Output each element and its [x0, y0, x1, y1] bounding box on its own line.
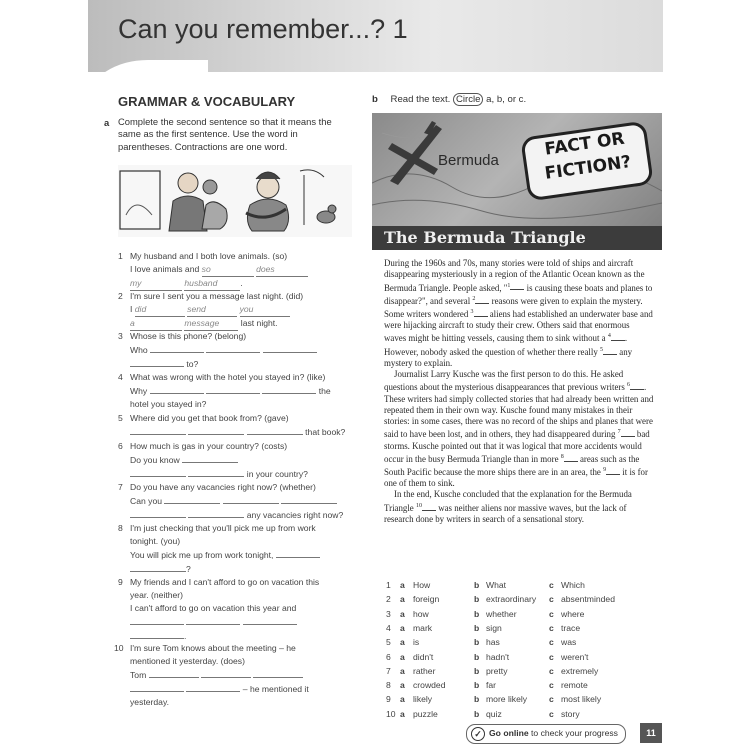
exercise-a-instruction: Complete the second sentence so that it means the same as the first sentence. Use the word in parentheses. Contractions are one word. — [118, 116, 332, 152]
answer-blank[interactable] — [130, 629, 184, 639]
answer-blank[interactable] — [276, 548, 320, 558]
gap-blank[interactable] — [474, 309, 488, 317]
option-letter: a — [400, 665, 405, 676]
option-letter: a — [400, 680, 405, 691]
answer-blank[interactable] — [247, 425, 303, 435]
option-letter: c — [549, 708, 554, 719]
exercise-b-heading: b Read the text. Circle a, b, or c. — [372, 94, 527, 105]
item-prompt: My friends and I can't afford to go on vacation this — [130, 577, 320, 587]
section-title: GRAMMAR & VOCABULARY — [118, 94, 296, 109]
option-a[interactable]: mark — [413, 622, 433, 633]
answer-blank[interactable]: my — [130, 277, 182, 291]
option-c[interactable]: where — [561, 608, 585, 619]
option-letter: a — [400, 594, 405, 605]
answer-blank[interactable] — [186, 682, 240, 692]
option-letter: a — [400, 708, 405, 719]
option-a[interactable]: crowded — [413, 680, 446, 691]
answer-blank[interactable]: did — [135, 303, 185, 317]
answer-blank[interactable] — [223, 494, 279, 504]
item-6: 6 How much is gas in your country? (costs) Do you know in your country? — [130, 440, 355, 481]
answer-blank[interactable] — [188, 508, 244, 518]
option-b[interactable]: sign — [486, 622, 502, 633]
place-label: Bermuda — [438, 152, 499, 169]
option-b[interactable]: hadn't — [486, 651, 510, 662]
option-letter: a — [400, 622, 405, 633]
answer-blank[interactable] — [164, 494, 220, 504]
item-number: 3 — [118, 331, 123, 341]
answer-blank[interactable] — [206, 343, 260, 353]
gap-blank[interactable] — [611, 333, 625, 341]
option-c[interactable]: absentminded — [561, 594, 615, 605]
option-letter: b — [474, 622, 480, 633]
gap-blank[interactable] — [475, 296, 489, 304]
option-a[interactable]: how — [413, 608, 429, 619]
option-c[interactable]: was — [561, 637, 577, 648]
item-8: 8 I'm just checking that you'll pick me up from work tonight. (you) You will pick me up from work tonight, ? — [130, 522, 355, 576]
answer-blank[interactable] — [263, 343, 317, 353]
gap-blank[interactable] — [621, 429, 635, 437]
answer-blank[interactable] — [262, 384, 316, 394]
option-number: 7 — [386, 665, 391, 676]
item-lead: I love animals and — [130, 264, 200, 274]
option-a[interactable]: How — [413, 580, 431, 590]
item-prompt: I'm sure I sent you a message last night. (did) — [130, 291, 304, 301]
answer-blank[interactable] — [130, 682, 184, 692]
option-letter: b — [474, 637, 480, 648]
item-prompt: My husband and I both love animals. (so) — [130, 251, 288, 261]
option-number: 2 — [386, 594, 391, 605]
option-letter: c — [549, 622, 554, 633]
option-a[interactable]: likely — [413, 694, 433, 705]
option-letter: c — [549, 608, 554, 619]
item-number: 5 — [118, 413, 123, 423]
answer-blank[interactable] — [130, 562, 186, 572]
option-b[interactable]: has — [486, 637, 500, 648]
item-3: 3 Whose is this phone? (belong) Who to? — [130, 330, 355, 371]
go-online-link[interactable]: ✓ Go online to check your progress — [466, 724, 626, 744]
answer-blank[interactable]: a — [130, 317, 182, 331]
item-prompt: How much is gas in your country? (costs) — [130, 441, 288, 451]
page-number: 11 — [640, 723, 662, 743]
option-letter: b — [474, 694, 480, 705]
article-paragraph-3: In the end, Kusche concluded that the explanation for the Bermuda Triangle $^{10}$ was neither aliens nor massive waves, but the lack of research done by writers in search of a sensational story. — [384, 489, 632, 524]
option-a[interactable]: didn't — [413, 651, 434, 662]
answer-blank[interactable] — [182, 453, 238, 463]
option-letter: c — [549, 594, 554, 605]
answer-blank[interactable] — [149, 668, 199, 678]
option-letter: a — [400, 694, 405, 705]
answer-blank[interactable] — [130, 357, 184, 367]
item-number: 7 — [118, 482, 123, 492]
option-number: 8 — [386, 680, 391, 691]
cartoon-drawing — [118, 165, 352, 237]
item-5: 5 Where did you get that book from? (gave) that book? — [130, 412, 355, 439]
gap-blank[interactable] — [564, 454, 578, 462]
option-number: 5 — [386, 637, 391, 648]
item-number: 10 — [114, 643, 124, 653]
gap-blank[interactable] — [510, 282, 524, 290]
option-letter: b — [474, 651, 480, 662]
option-a[interactable]: puzzle — [413, 708, 438, 719]
option-c[interactable]: story — [561, 708, 580, 719]
item-prompt: Do you have any vacancies right now? (whether) — [130, 482, 316, 492]
gap-blank[interactable] — [630, 382, 644, 390]
article-paragraph-2: Journalist Larry Kusche was the first person to do this. He asked questions about the mysterious disappearances that previous writers $^6$ . These writers had simply collected stories that had already been written and repeated them in their own way. Kusche found many mistakes in their stories: in some cases, there was no record of the ships and planes that were said to have been lost, and in others, they had disappeared during $^7$ bad storms. Kusche pointed out that it was logical that more accidents would occur in the busy Bermuda Triangle than in more $^8$ areas such as the South Pacific because the more ships there are in an area, the $^9$ it is for one of them to sink. — [384, 369, 654, 489]
option-letter: a — [400, 651, 405, 662]
option-letter: b — [474, 680, 480, 691]
gap-blank[interactable] — [603, 347, 617, 355]
option-b[interactable]: What — [486, 580, 507, 590]
exercise-b-mark: b — [372, 94, 378, 105]
option-c[interactable]: remote — [561, 680, 588, 691]
exercise-a-mark: a — [104, 117, 110, 128]
answer-blank[interactable] — [188, 467, 244, 477]
cartoon-illustration — [118, 165, 352, 237]
option-number: 9 — [386, 694, 391, 705]
article-paragraph-1: During the 1960s and 70s, many stories were told of ships and aircraft disappearing mysteriously in a region of the Atlantic Ocean known as the Bermuda Triangle. People asked, "$^1$ is causing these boats and planes to disappear?", and several $^2$ reasons were given to explain the mystery. Some writers wondered $^3$ aliens had established an underwater base and were hijacking aircraft to study their crew. Others said that enormous waves might be hitting vessels, causing them to sink without a $^4$ . However, nobody asked the question of whether there really $^5$ any mystery to explain. — [384, 258, 653, 368]
item-prompt: I'm sure Tom knows about the meeting – he — [130, 643, 296, 653]
circle-word: Circle — [453, 93, 484, 106]
answer-blank[interactable] — [130, 467, 186, 477]
airplane-icon — [388, 121, 442, 185]
option-letter: c — [549, 580, 554, 590]
banner-title-strip — [372, 226, 662, 250]
option-letter: a — [400, 637, 405, 648]
option-c[interactable]: most likely — [561, 694, 602, 705]
option-letter: c — [549, 694, 554, 705]
item-1: 1 My husband and I both love animals. (so) I love animals and so does my husband . — [130, 250, 355, 291]
item-4: 4 What was wrong with the hotel you stayed in? (like) Why the hotel you stayed in? — [130, 371, 355, 411]
item-number: 2 — [118, 291, 123, 301]
article-title: The Bermuda Triangle — [384, 228, 586, 247]
option-letter: b — [474, 580, 480, 590]
item-prompt: Where did you get that book from? (gave) — [130, 413, 289, 423]
option-letter: c — [549, 665, 554, 676]
option-number: 10 — [386, 708, 396, 719]
answer-blank[interactable] — [186, 615, 240, 625]
option-b[interactable]: quiz — [486, 708, 502, 719]
item-10: 10 I'm sure Tom knows about the meeting – he mentioned it yesterday. (does) Tom – he mentioned it yesterday. — [130, 642, 355, 709]
item-prompt: What was wrong with the hotel you stayed in? (like) — [130, 372, 326, 382]
option-letter: b — [474, 708, 480, 719]
item-number: 6 — [118, 441, 123, 451]
answer-blank[interactable] — [281, 494, 337, 504]
answer-blank[interactable]: so — [202, 263, 254, 277]
answer-blank[interactable]: send — [187, 303, 237, 317]
option-c[interactable]: weren't — [561, 651, 589, 662]
option-letter: b — [474, 594, 480, 605]
option-letter: a — [400, 580, 405, 590]
option-letter: c — [549, 680, 554, 691]
option-b[interactable]: pretty — [486, 665, 508, 676]
option-number: 1 — [386, 580, 391, 590]
option-b[interactable]: more likely — [486, 694, 528, 705]
option-number: 3 — [386, 608, 391, 619]
option-number: 4 — [386, 622, 391, 633]
checkmark-icon: ✓ — [471, 727, 485, 741]
option-a[interactable]: rather — [413, 665, 436, 676]
gap-blank[interactable] — [606, 467, 620, 475]
option-a[interactable]: is — [413, 637, 420, 648]
item-prompt: I'm just checking that you'll pick me up from work — [130, 523, 316, 533]
article-banner — [372, 113, 662, 250]
answer-blank[interactable]: husband — [184, 277, 240, 291]
option-c[interactable]: trace — [561, 622, 581, 633]
answer-blank[interactable] — [206, 384, 260, 394]
answer-blank[interactable] — [150, 384, 204, 394]
answer-blank[interactable] — [243, 615, 297, 625]
answer-blank[interactable]: message — [184, 317, 238, 331]
item-7: 7 Do you have any vacancies right now? (whether) Can you any vacancies right now? — [130, 481, 355, 522]
option-a[interactable]: foreign — [413, 594, 440, 605]
option-b[interactable]: extraordinary — [486, 594, 537, 605]
answer-blank[interactable]: you — [240, 303, 290, 317]
option-letter: c — [549, 651, 554, 662]
item-9: 9 My friends and I can't afford to go on vacation this year. (neither) I can't afford to go on vacation this year and . — [130, 576, 355, 643]
answer-blank[interactable] — [130, 508, 186, 518]
option-c[interactable]: extremely — [561, 665, 599, 676]
item-number: 1 — [118, 251, 123, 261]
gap-blank[interactable] — [422, 503, 436, 511]
page-title: Can you remember...? 1 — [118, 14, 408, 44]
option-number: 6 — [386, 651, 391, 662]
option-b[interactable]: whether — [486, 608, 517, 619]
option-letter: c — [549, 637, 554, 648]
answer-blank[interactable] — [130, 615, 184, 625]
item-number: 8 — [118, 523, 123, 533]
answer-blank[interactable] — [130, 425, 186, 435]
answer-blank[interactable] — [188, 425, 244, 435]
option-letter: a — [400, 608, 405, 619]
answer-blank[interactable] — [150, 343, 204, 353]
answer-blank[interactable] — [201, 668, 251, 678]
item-number: 9 — [118, 577, 123, 587]
item-number: 4 — [118, 372, 123, 382]
article-text — [384, 258, 654, 525]
fact-or-fiction-badge: FACT OR FICTION? — [520, 121, 654, 202]
option-b[interactable]: far — [486, 680, 497, 691]
option-letter: b — [474, 665, 480, 676]
answer-blank[interactable] — [253, 668, 303, 678]
answer-blank[interactable]: does — [256, 263, 308, 277]
item-prompt: Whose is this phone? (belong) — [130, 331, 247, 341]
option-letter: b — [474, 608, 480, 619]
item-2: 2 I'm sure I sent you a message last night. (did) I did send you a message last night. — [130, 290, 355, 331]
option-c[interactable]: Which — [561, 580, 585, 590]
